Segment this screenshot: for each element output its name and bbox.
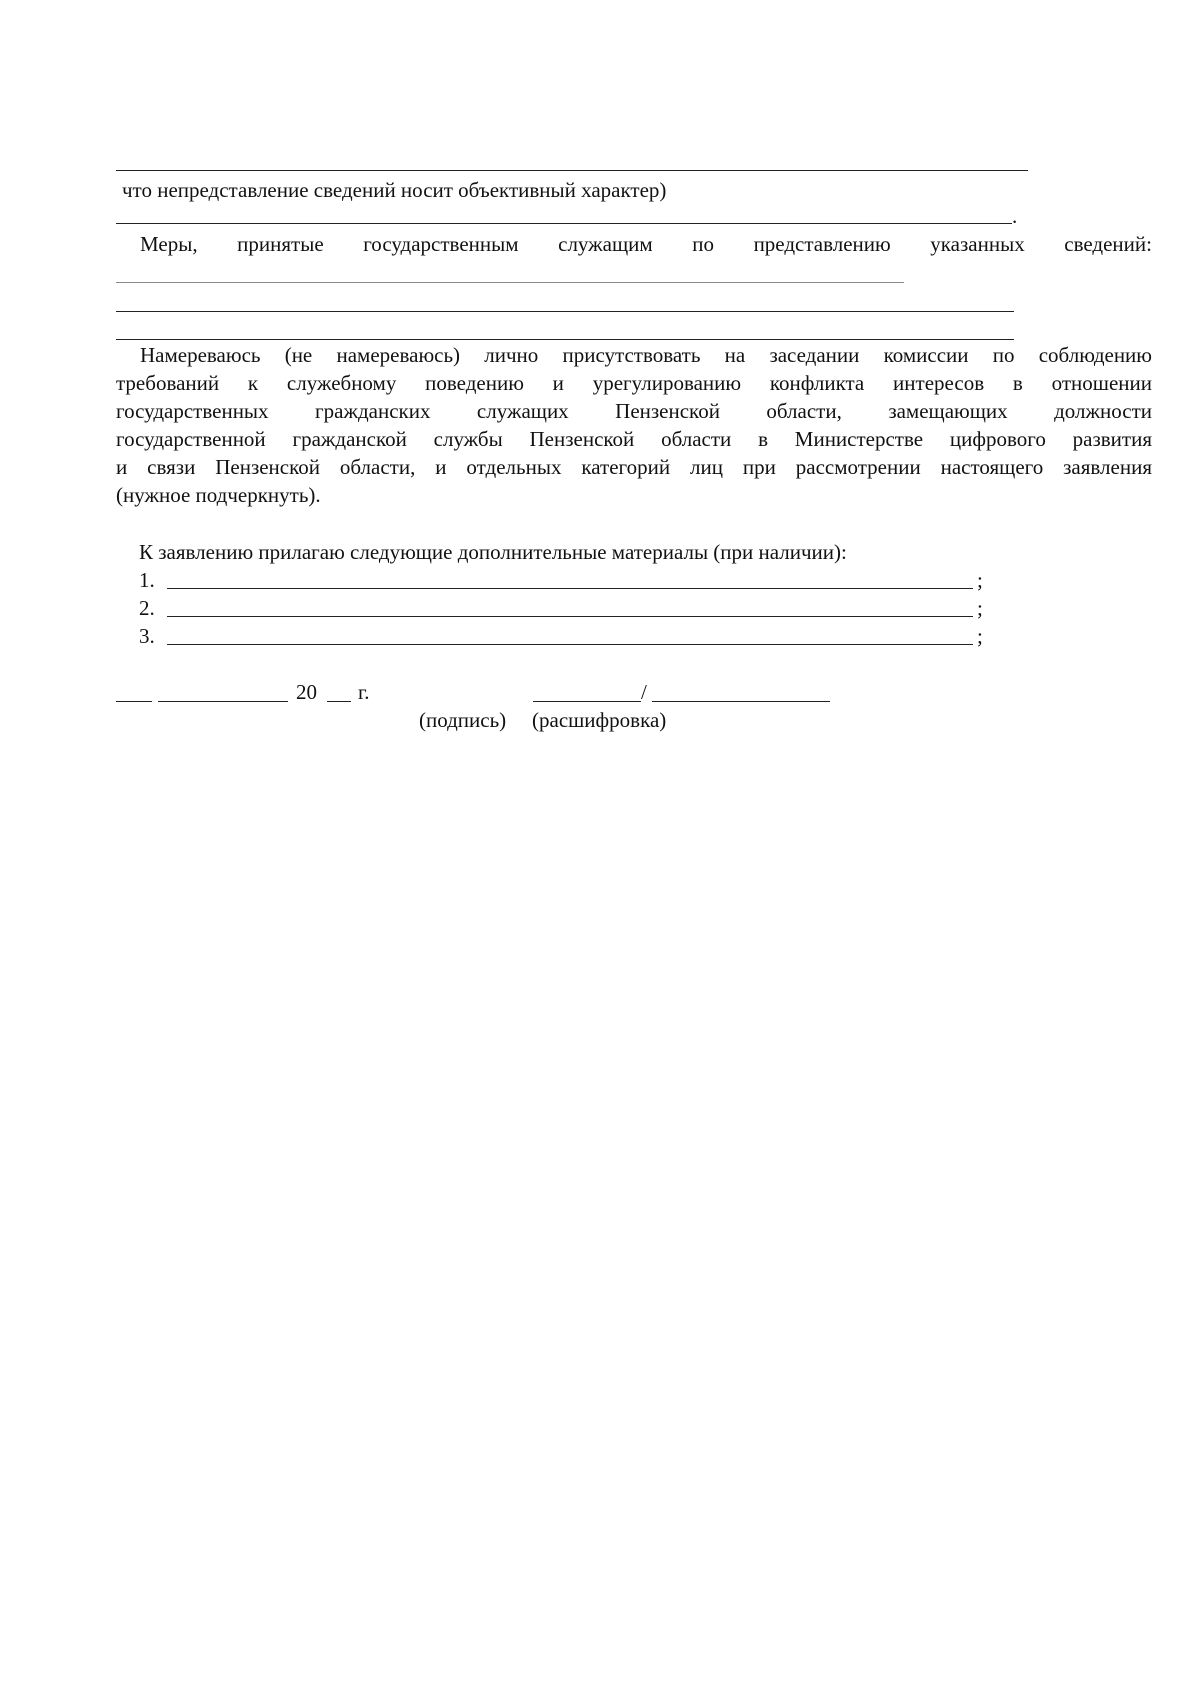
transcript-caption: (расшифровка) [532, 708, 667, 732]
attachments-label: К заявлению прилагаю следующие дополнительные материалы (при наличии): [139, 540, 847, 564]
date-month-blank [158, 701, 288, 702]
signature-caption: (подпись) [419, 708, 507, 732]
attachment-number: 3. [139, 624, 155, 648]
reason-tail-text: что непредставление сведений носит объективный характер) [122, 178, 667, 202]
signature-separator: / [641, 680, 647, 704]
attachment-end-mark: ; [977, 568, 983, 592]
intent-line-5: и связи Пензенской области, и отдельных категорий лиц при рассмотрении настоящего заявления [116, 455, 1152, 479]
intent-line-4: государственной гражданской службы Пензенской области в Министерстве цифрового развития [116, 427, 1152, 451]
attachment-row-1 [139, 566, 999, 594]
intent-line-2: требований к служебному поведению и урегулированию конфликта интересов в отношении [116, 371, 1152, 395]
date-year-blank [327, 701, 351, 702]
attachment-number: 1. [139, 568, 155, 592]
date-year-prefix: 20 [296, 680, 317, 704]
attachment-end-mark: ; [977, 624, 983, 648]
intent-paragraph [116, 341, 1152, 509]
signature-blank [533, 701, 641, 702]
date-day-blank [116, 701, 152, 702]
intent-line-3: государственных гражданских служащих Пензенской области, замещающих должности [116, 399, 1152, 423]
attachment-number: 2. [139, 596, 155, 620]
intent-line-1: Намереваюсь (не намереваюсь) лично присутствовать на заседании комиссии по соблюдению [140, 343, 1152, 367]
attachment-end-mark: ; [977, 596, 983, 620]
attachment-blank-line [167, 588, 973, 589]
measures-blank-line-3 [116, 339, 1014, 340]
reason-blank-line-top [116, 170, 1028, 171]
date-year-suffix: г. [358, 680, 370, 704]
measures-label: Меры, принятые государственным служащим по представлению указанных сведений: [140, 232, 1152, 256]
intent-line-6: (нужное подчеркнуть). [116, 483, 321, 507]
measures-blank-line-2 [116, 311, 1014, 312]
reason-end-mark: . [1012, 204, 1018, 228]
reason-blank-line-bottom [116, 223, 1012, 224]
attachment-row-2 [139, 594, 999, 622]
attachment-row-3 [139, 622, 999, 650]
attachment-blank-line [167, 616, 973, 617]
measures-blank-line-1 [116, 282, 904, 283]
attachment-blank-line [167, 644, 973, 645]
transcript-blank [652, 701, 830, 702]
